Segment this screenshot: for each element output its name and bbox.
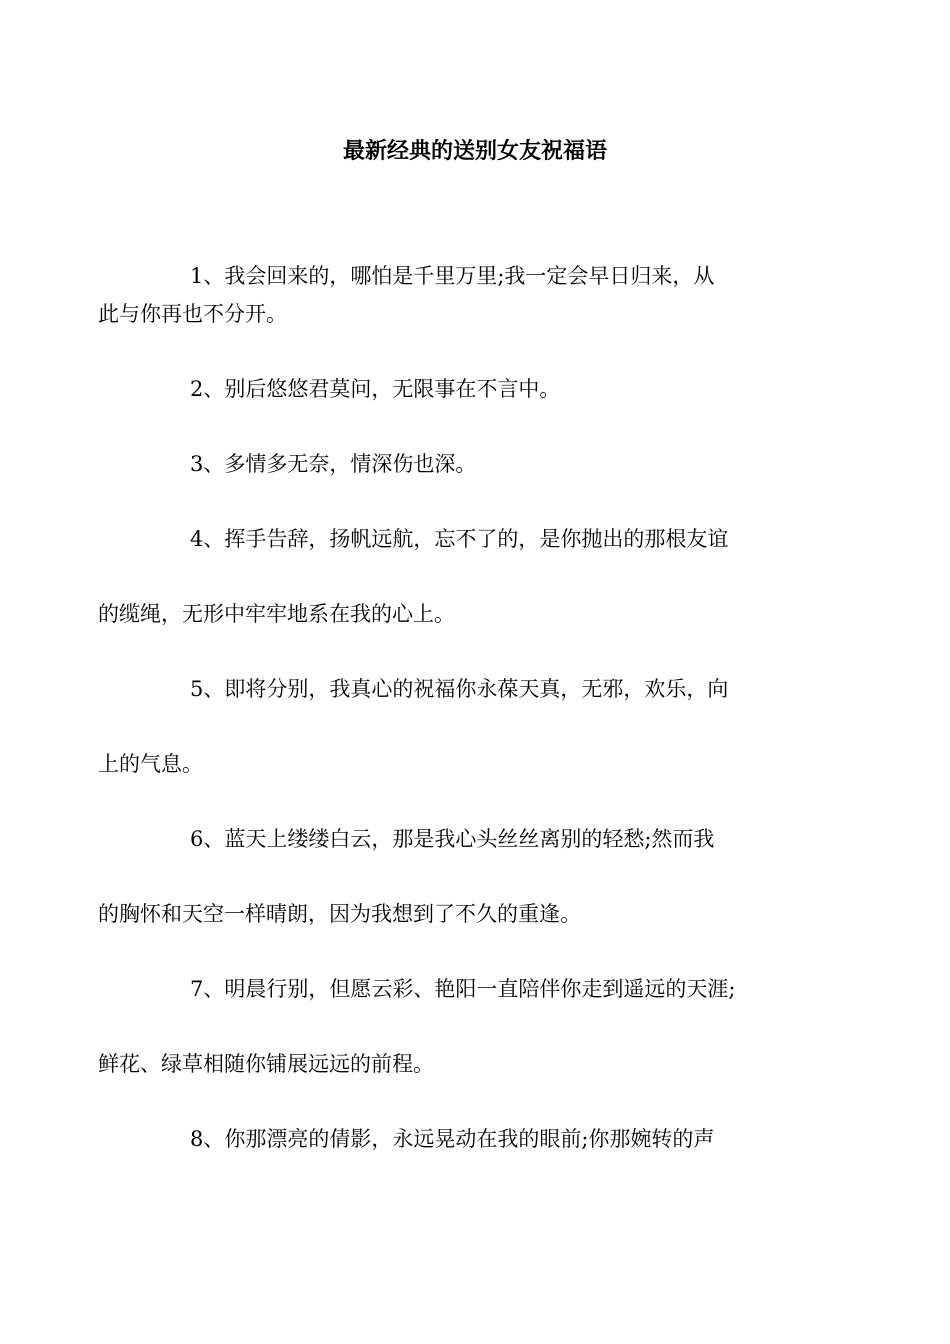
paragraph-line: 5、即将分别，我真心的祝福你永葆天真，无邪，欢乐，向: [190, 676, 729, 701]
paragraph-line: 3、多情多无奈，情深伤也深。: [190, 451, 477, 476]
paragraph-line: 4、挥手告辞，扬帆远航，忘不了的，是你抛出的那根友谊: [190, 526, 729, 551]
paragraph-line: 上的气息。: [98, 751, 203, 776]
paragraph-6: [98, 821, 814, 934]
paragraph-2: [144, 371, 814, 409]
paragraph-line: 6、蓝天上缕缕白云，那是我心头丝丝离别的轻愁;然而我: [190, 826, 715, 851]
paragraph-7: [98, 971, 814, 1084]
document-body: [98, 258, 814, 1158]
paragraph-line: 1、我会回来的，哪怕是千里万里;我一定会早日归来，从: [190, 264, 715, 288]
paragraph-3: [144, 446, 814, 484]
paragraph-8: [144, 1121, 814, 1159]
paragraph-line: 2、别后悠悠君莫问，无限事在不言中。: [190, 376, 561, 401]
paragraph-line: 8、你那漂亮的倩影，永远晃动在我的眼前;你那婉转的声: [190, 1126, 715, 1151]
paragraph-4: [98, 521, 814, 634]
paragraph-line: 此与你再也不分开。: [98, 301, 287, 326]
paragraph-line: 7、明晨行别，但愿云彩、艳阳一直陪伴你走到遥远的天涯;: [190, 976, 736, 1001]
paragraph-line: 的胸怀和天空一样晴朗，因为我想到了不久的重逢。: [98, 901, 581, 926]
paragraph-1: [98, 258, 814, 333]
document-title: 最新经典的送别女友祝福语: [342, 139, 607, 164]
paragraph-line: 的缆绳，无形中牢牢地系在我的心上。: [98, 601, 455, 626]
paragraph-5: [98, 671, 814, 784]
paragraph-line: 鲜花、绿草相随你铺展远远的前程。: [98, 1051, 434, 1076]
